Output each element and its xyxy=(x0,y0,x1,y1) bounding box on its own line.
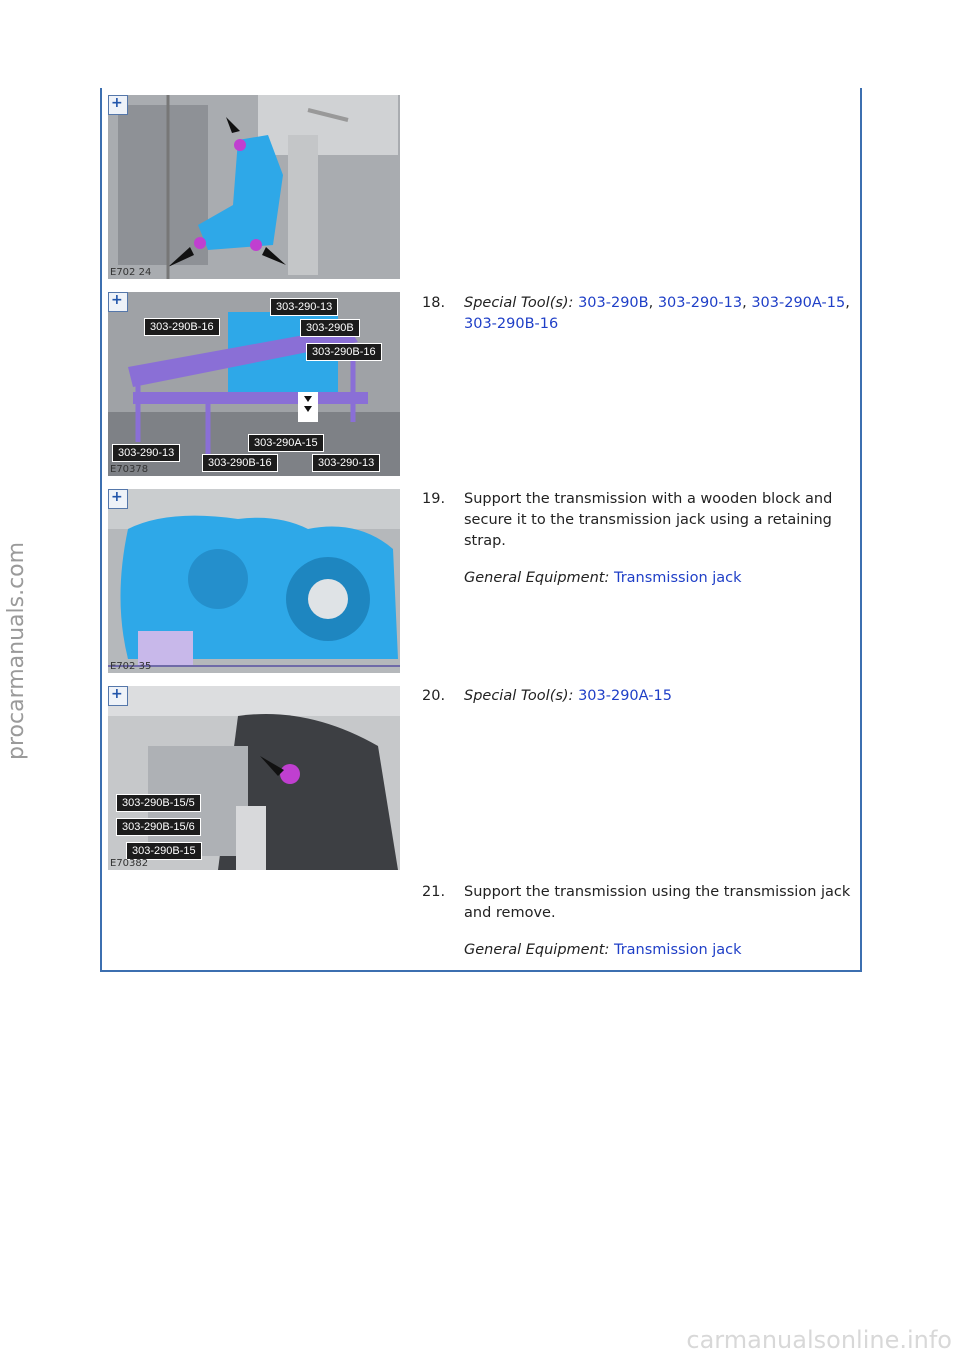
tool-link[interactable]: 303-290B xyxy=(578,295,649,311)
step-body xyxy=(464,882,852,961)
step-number: 18. xyxy=(422,295,446,311)
bottom-watermark: carmanualsonline.info xyxy=(686,1326,952,1354)
special-tools-label: Special Tool(s): xyxy=(464,688,574,704)
zoom-icon[interactable]: + xyxy=(108,489,128,509)
callout-label: 303-290-13 xyxy=(312,454,380,472)
tool-link[interactable]: 303-290B-16 xyxy=(464,316,559,332)
step-body xyxy=(464,293,852,335)
figure-1[interactable] xyxy=(108,95,400,279)
equipment-link[interactable]: Transmission jack xyxy=(613,570,742,586)
figure-code: E70378 xyxy=(110,464,149,475)
callout-label: 303-290B-15/5 xyxy=(116,794,201,812)
zoom-icon[interactable]: + xyxy=(108,95,128,115)
callout-label: 303-290-13 xyxy=(112,444,180,462)
callout-label: 303-290-13 xyxy=(270,298,338,316)
figure-code: E702 35 xyxy=(110,661,152,672)
tool-link[interactable]: 303-290A-15 xyxy=(751,295,846,311)
callout-label: 303-290B-16 xyxy=(306,343,382,361)
callout-label: 303-290B-16 xyxy=(202,454,278,472)
step-number: 19. xyxy=(422,491,446,507)
figure-4[interactable] xyxy=(108,686,400,870)
separator: , xyxy=(742,295,747,311)
side-watermark: procarmanuals.com xyxy=(4,541,29,760)
separator: , xyxy=(845,295,850,311)
figure-3[interactable] xyxy=(108,489,400,673)
zoom-icon[interactable]: + xyxy=(108,686,128,706)
equipment-line xyxy=(464,940,852,961)
zoom-icon[interactable]: + xyxy=(108,292,128,312)
callout-label: 303-290A-15 xyxy=(248,434,324,452)
tool-link[interactable]: 303-290-13 xyxy=(657,295,743,311)
step-number: 20. xyxy=(422,688,446,704)
equipment-label: General Equipment: xyxy=(464,942,610,958)
callout-label: 303-290B-15 xyxy=(126,842,202,860)
step-text: Support the transmission with a wooden block and secure it to the transmission jack using a retaining strap. xyxy=(464,491,833,549)
figure-2[interactable] xyxy=(108,292,400,476)
callout-label: 303-290B-15/6 xyxy=(116,818,201,836)
step-body xyxy=(464,489,852,589)
figure-3-illustration xyxy=(108,489,400,673)
step-text: Support the transmission using the transmission jack and remove. xyxy=(464,884,851,921)
equipment-link[interactable]: Transmission jack xyxy=(613,942,742,958)
step-body xyxy=(464,686,852,707)
figure-1-illustration xyxy=(108,95,400,279)
equipment-line xyxy=(464,568,852,589)
tool-link[interactable]: 303-290A-15 xyxy=(578,688,672,704)
separator: , xyxy=(648,295,654,311)
figure-code: E702 24 xyxy=(110,267,152,278)
special-tools-label: Special Tool(s): xyxy=(464,295,574,311)
equipment-label: General Equipment: xyxy=(464,570,610,586)
step-number: 21. xyxy=(422,884,446,900)
figure-code: E70382 xyxy=(110,858,149,869)
callout-label: 303-290B-16 xyxy=(144,318,220,336)
callout-label: 303-290B xyxy=(300,319,360,337)
